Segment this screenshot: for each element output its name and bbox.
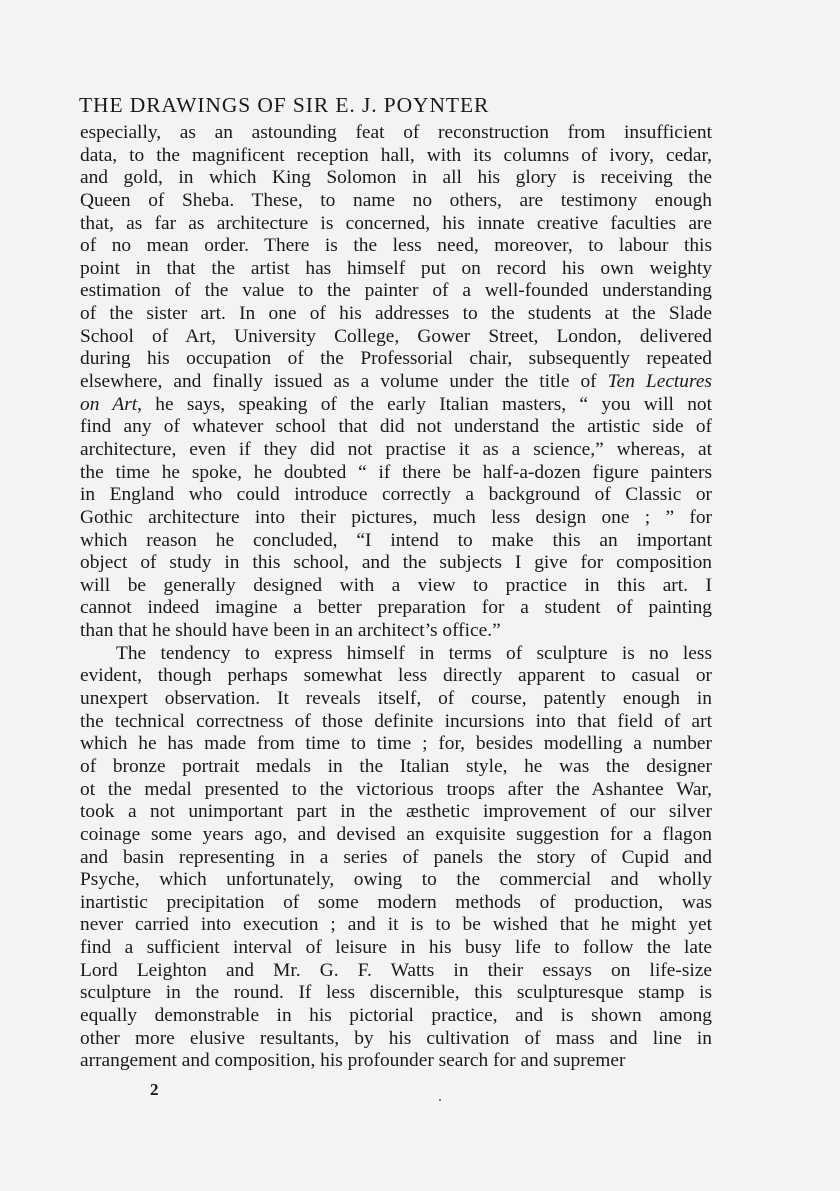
text-line: of no mean order. There is the less need, moreover, to labour this — [80, 235, 712, 257]
text-line: in England who could introduce correctly a background of Classic or — [80, 484, 712, 506]
text-line: equally demonstrable in his pictorial practice, and is shown among — [80, 1004, 712, 1026]
text-line — [80, 371, 712, 394]
text-line-roman: , he says, speaking of the early Italian masters, “ you will not — [137, 393, 712, 415]
text-line: during his occupation of the Professorial chair, subsequently repeated — [80, 348, 712, 370]
text-line: the technical correctness of those definite incursions into that field of art — [80, 710, 712, 732]
text-line: took a not unimportant part in the æsthetic improvement of our silver — [80, 801, 712, 823]
paragraph — [80, 122, 712, 643]
text-line: of the sister art. In one of his addresses to the students at the Slade — [80, 303, 712, 325]
text-line: Queen of Sheba. These, to name no others, are testimony enough — [80, 189, 712, 211]
text-line: of bronze portrait medals in the Italian style, he was the designer — [80, 755, 712, 777]
print-speck — [439, 1099, 441, 1101]
text-line: and basin representing in a series of panels the story of Cupid and — [80, 846, 712, 868]
text-line: find a sufficient interval of leisure in his busy life to follow the late — [80, 937, 712, 959]
text-line: cannot indeed imagine a better preparation for a student of painting — [80, 597, 712, 619]
text-line: than that he should have been in an architect’s office.” — [80, 620, 501, 642]
text-line: the time he spoke, he doubted “ if there be half-a-dozen figure painters — [80, 461, 712, 483]
book-title-italic: on Art — [80, 393, 138, 415]
text-line: The tendency to express himself in terms of sculpture is no less — [116, 642, 712, 664]
text-line: other more elusive resultants, by his cultivation of mass and line in — [80, 1027, 712, 1049]
text-line: object of study in this school, and the subjects I give for composition — [80, 552, 712, 574]
page-number: 2 — [150, 1080, 159, 1099]
text-line: data, to the magnificent reception hall, with its columns of ivory, cedar, — [80, 144, 712, 166]
paragraph-container — [80, 122, 712, 1073]
text-line: Psyche, which unfortunately, owing to the commercial and wholly — [80, 869, 712, 891]
text-line: School of Art, University College, Gower Street, London, delivered — [80, 325, 712, 347]
text-line: never carried into execution ; and it is to be wished that he might yet — [80, 914, 712, 936]
text-line: which he has made from time to time ; for, besides modelling a number — [80, 733, 712, 755]
text-line: architecture, even if they did not practise it as a science,” whereas, at — [80, 438, 712, 460]
paragraph — [80, 643, 712, 1073]
text-line — [80, 394, 712, 417]
text-line: arrangement and composition, his profounder search for and supremer — [80, 1050, 626, 1072]
text-line: point in that the artist has himself put on record his own weighty — [80, 257, 712, 279]
text-line: inartistic precipitation of some modern methods of production, was — [80, 891, 712, 913]
book-title-italic: Ten Lectures — [607, 371, 712, 393]
body-text — [80, 122, 712, 1073]
text-line-roman: elsewhere, and finally issued as a volume under the title of — [80, 371, 608, 393]
text-line: sculpture in the round. If less discernible, this sculpturesque stamp is — [80, 982, 712, 1004]
text-line: will be generally designed with a view to practice in this art. I — [80, 574, 712, 596]
text-line: and gold, in which King Solomon in all his glory is receiving the — [80, 167, 712, 189]
text-line: ot the medal presented to the victorious troops after the Ashantee War, — [80, 778, 712, 800]
text-line: that, as far as architecture is concerned, his innate creative faculties are — [80, 212, 712, 234]
text-line: which reason he concluded, “I intend to make this an important — [80, 529, 712, 551]
text-line: Gothic architecture into their pictures, much less design one ; ” for — [80, 506, 712, 528]
text-line: find any of whatever school that did not understand the artistic side of — [80, 416, 712, 438]
text-line: estimation of the value to the painter of a well-founded understanding — [80, 280, 712, 302]
text-line: especially, as an astounding feat of reconstruction from insufficient — [80, 122, 712, 143]
running-head: THE DRAWINGS OF SIR E. J. POYNTER — [79, 93, 490, 117]
text-line: evident, though perhaps somewhat less directly apparent to casual or — [80, 665, 712, 687]
text-line: unexpert observation. It reveals itself, of course, patently enough in — [80, 688, 712, 710]
text-line: coinage some years ago, and devised an exquisite suggestion for a flagon — [80, 823, 712, 845]
text-line: Lord Leighton and Mr. G. F. Watts in their essays on life-size — [80, 959, 712, 981]
